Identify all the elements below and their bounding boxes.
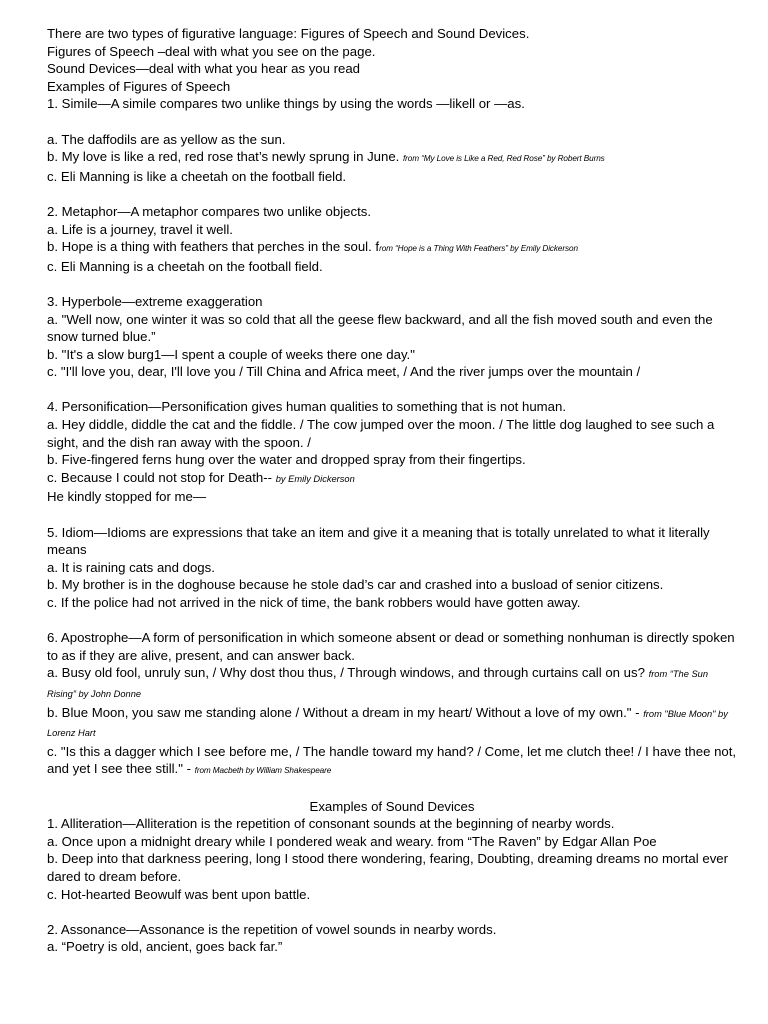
apostrophe-example-c xyxy=(47,743,737,780)
hyperbole-example-a: a. "Well now, one winter it was so cold that all the geese flew backward, and all the fish moved south and even the snow turned blue.” xyxy=(47,311,713,345)
figures-of-speech-heading: Examples of Figures of Speech xyxy=(47,78,231,94)
apostrophe-example-b xyxy=(47,704,737,743)
intro-line-types: There are two types of figurative language: Figures of Speech and Sound Devices. xyxy=(47,26,530,41)
idiom-example-b: b. My brother is in the doghouse because he stole dad’s car and crashed into a busload of senior citizens. xyxy=(47,577,664,593)
apostrophe-example-b-text: b. Blue Moon, you saw me standing alone / Without a dream in my heart/ Without a love of my own." - xyxy=(47,704,640,720)
personification-example-c xyxy=(47,469,737,489)
metaphor-example-a: a. Life is a journey, travel it well. xyxy=(47,221,233,237)
personification-example-c-text: c. Because I could not stop for Death-- xyxy=(47,469,273,485)
hyperbole-example-c: c. "I'll love you, dear, I'll love you / Till China and Africa meet, / And the river jumps over the mountain / xyxy=(47,364,641,380)
apostrophe-example-c-text: c. "Is this a dagger which I see before me, / The handle toward my hand? / Come, let me clutch thee! / I have thee not, and yet I see thee still." - xyxy=(47,743,737,777)
spacer xyxy=(47,275,737,293)
hyperbole-example-b: b. "It's a slow burg1—I spent a couple of weeks there one day." xyxy=(47,346,415,362)
spacer xyxy=(47,113,737,131)
simile-example-c: c. Eli Manning is like a cheetah on the football field. xyxy=(47,168,347,184)
simile-heading: 1. Simile—A simile compares two unlike things by using the words —likell or —as. xyxy=(47,96,525,112)
simile-example-b xyxy=(47,148,737,168)
apostrophe-example-a-text: a. Busy old fool, unruly sun, / Why dost thou thus, / Through windows, and through curtains call on us? xyxy=(47,665,645,681)
personification-example-c-line2: He kindly stopped for me— xyxy=(47,489,207,505)
alliteration-example-c: c. Hot-hearted Beowulf was bent upon battle. xyxy=(47,886,311,902)
metaphor-example-c: c. Eli Manning is a cheetah on the football field. xyxy=(47,258,323,274)
intro-line-figures: Figures of Speech –deal with what you see on the page. xyxy=(47,43,376,59)
personification-heading: 4. Personification—Personification gives human qualities to something that is not human. xyxy=(47,399,566,415)
metaphor-example-b xyxy=(47,238,737,258)
alliteration-example-a: a. Once upon a midnight dreary while I pondered weak and weary. from “The Raven” by Edgar Allan Poe xyxy=(47,833,657,849)
spacer xyxy=(47,612,737,630)
idiom-example-a: a. It is raining cats and dogs. xyxy=(47,559,215,575)
idiom-example-c: c. If the police had not arrived in the nick of time, the bank robbers would have gotten away. xyxy=(47,595,581,610)
assonance-heading: 2. Assonance—Assonance is the repetition of vowel sounds in nearby words. xyxy=(47,921,497,937)
apostrophe-example-a-source: from “The Sun Rising” by John Donne xyxy=(47,669,709,699)
spacer xyxy=(47,506,737,524)
personification-example-b: b. Five-fingered ferns hung over the water and dropped spray from their fingertips. xyxy=(47,452,526,468)
hyperbole-heading: 3. Hyperbole—extreme exaggeration xyxy=(47,293,263,309)
apostrophe-heading: 6. Apostrophe—A form of personification in which someone absent or dead or something nonhuman is directly spoken to as if they are alive, present, and can answer back. xyxy=(47,630,735,663)
alliteration-heading: 1. Alliteration—Alliteration is the repetition of consonant sounds at the beginning of nearby words. xyxy=(47,816,615,832)
simile-example-b-source: from “My Love is Like a Red, Red Rose” by Robert Burns xyxy=(403,154,605,164)
spacer xyxy=(47,381,737,399)
spacer xyxy=(47,185,737,203)
apostrophe-example-a xyxy=(47,664,737,703)
simile-example-b-text: b. My love is like a red, red rose that’s newly sprung in June. xyxy=(47,149,400,165)
assonance-example-a: a. “Poetry is old, ancient, goes back far.” xyxy=(47,939,283,955)
idiom-heading: 5. Idiom—Idioms are expressions that take an item and give it a meaning that is totally unrelated to what it literally means xyxy=(47,524,710,558)
document-body xyxy=(47,25,737,956)
intro-line-sound: Sound Devices—deal with what you hear as you read xyxy=(47,61,361,77)
spacer xyxy=(47,780,737,798)
simile-example-a: a. The daffodils are as yellow as the sun. xyxy=(47,131,286,147)
alliteration-example-b: b. Deep into that darkness peering, long I stood there wondering, fearing, Doubting, dreaming dreams no mortal ever dared to dream before. xyxy=(47,851,729,884)
spacer xyxy=(47,903,737,921)
personification-example-a: a. Hey diddle, diddle the cat and the fiddle. / The cow jumped over the moon. / The little dog laughed to see such a sight, and the dish ran away with the spoon. / xyxy=(47,417,715,450)
personification-example-c-source: by Emily Dickerson xyxy=(275,473,355,484)
apostrophe-example-b-source: from "Blue Moon" by Lorenz Hart xyxy=(47,708,728,739)
metaphor-example-b-source: rom “Hope is a Thing With Feathers” by Emily Dickerson xyxy=(379,244,578,254)
metaphor-example-b-text: b. Hope is a thing with feathers that perches in the soul. f xyxy=(47,239,380,255)
apostrophe-example-c-source: from Macbeth by William Shakespeare xyxy=(194,766,332,776)
sound-devices-heading: Examples of Sound Devices xyxy=(309,798,475,814)
metaphor-heading: 2. Metaphor—A metaphor compares two unlike objects. xyxy=(47,203,371,219)
